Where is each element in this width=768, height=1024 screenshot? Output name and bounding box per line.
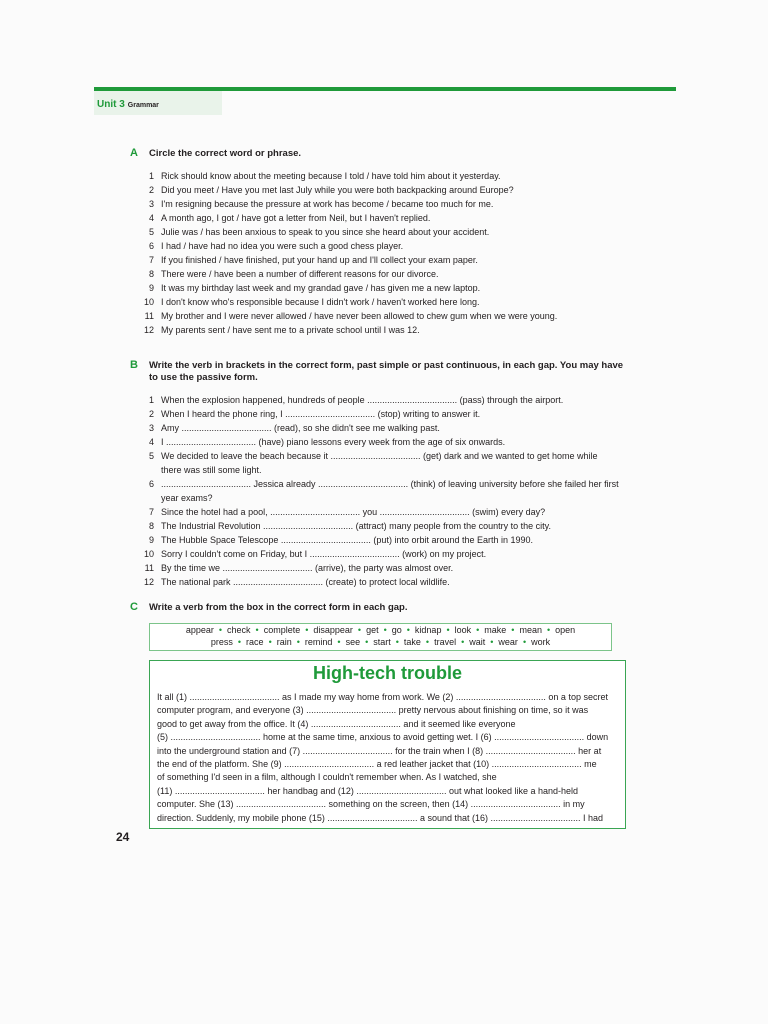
word-option: check — [227, 625, 251, 635]
item-text: Since the hotel had a pool, .................................... you .................................... (swim) every day? — [161, 507, 546, 517]
bullet-icon: • — [522, 637, 527, 647]
item-text: A month ago, I got / have got a letter from Neil, but I haven't replied. — [161, 213, 431, 223]
exercise-item — [140, 267, 620, 281]
section-c-letter: C — [130, 601, 138, 613]
exercise-item — [140, 575, 620, 589]
word-option: press — [210, 637, 233, 647]
exercise-item — [140, 253, 620, 267]
exercise-item — [140, 449, 620, 477]
word-option: race — [246, 637, 264, 647]
item-text: When the explosion happened, hundreds of people .................................... (pass) through the airport. — [161, 395, 564, 405]
bullet-icon: • — [446, 625, 450, 635]
word-option: open — [555, 625, 576, 635]
section-b-letter: B — [130, 359, 138, 371]
item-text: The Hubble Space Telescope .................................... (put) into orbit around the Earth in 1990. — [161, 535, 534, 545]
item-number: 10 — [143, 297, 154, 307]
item-number: 11 — [144, 563, 154, 573]
item-number: 9 — [148, 535, 154, 545]
bullet-icon: • — [296, 637, 300, 647]
item-text: Julie was / has been anxious to speak to you since she heard about your accident. — [161, 227, 490, 237]
item-text: I .................................... (have) piano lessons every week from the age of six onwards. — [161, 437, 506, 447]
exercise-item — [140, 519, 620, 533]
word-option: work — [531, 637, 551, 647]
story-line: direction. Suddenly, my mobile phone (15) .................................... a sound that (16) .................................... I had — [157, 812, 604, 823]
item-text: By the time we .................................... (arrive), the party was almost over. — [161, 563, 454, 573]
exercise-item — [140, 281, 620, 295]
item-number: 6 — [148, 241, 154, 251]
section-a-instruction: Circle the correct word or phrase. — [149, 148, 302, 159]
bullet-icon: • — [218, 625, 223, 635]
item-text: There were / have been a number of different reasons for our divorce. — [161, 269, 439, 279]
word-option: mean — [519, 625, 542, 635]
story-line: of something I'd seen in a film, although I couldn't remember when. As I watched, she — [157, 772, 497, 783]
item-text: .................................... Jessica already .................................... (think) of leaving university before she failed her first year exams? — [161, 479, 622, 503]
bullet-icon: • — [395, 637, 399, 647]
story-line: It all (1) .................................... as I made my way home from work. We (2) .................................... on a top secret — [157, 692, 608, 702]
bullet-icon: • — [357, 625, 362, 635]
exercise-item — [140, 547, 620, 561]
exercise-item — [140, 225, 620, 239]
item-number: 8 — [148, 521, 154, 531]
word-option: complete — [263, 625, 301, 635]
story-text — [157, 691, 617, 825]
bullet-icon: • — [365, 637, 369, 647]
page-number: 24 — [116, 830, 130, 844]
item-text: My brother and I were never allowed / have never been allowed to chew gum when we were young. — [161, 311, 558, 321]
bullet-icon: • — [237, 637, 242, 647]
item-number: 2 — [148, 409, 154, 419]
section-a-letter: A — [130, 147, 138, 159]
exercise-item — [140, 561, 620, 575]
bullet-icon: • — [268, 637, 272, 647]
exercise-item — [140, 197, 620, 211]
word-option: wait — [469, 637, 486, 647]
word-option: appear — [185, 625, 214, 635]
story-box — [149, 660, 626, 829]
item-text: I had / have had no idea you were such a good chess player. — [161, 241, 404, 251]
story-title: High-tech trouble — [313, 663, 462, 683]
bullet-icon: • — [406, 625, 410, 635]
word-box — [149, 623, 612, 651]
item-number: 1 — [148, 395, 154, 405]
item-text: I don't know who's responsible because I didn't work / haven't worked here long. — [161, 297, 480, 307]
exercise-item — [140, 393, 620, 407]
item-text: Sorry I couldn't come on Friday, but I .................................... (work) on my project. — [161, 549, 487, 559]
item-number: 12 — [143, 325, 154, 335]
item-number: 1 — [148, 171, 154, 181]
item-number: 5 — [148, 227, 154, 237]
exercise-item — [140, 295, 620, 309]
bullet-icon: • — [305, 625, 309, 635]
exercise-item — [140, 239, 620, 253]
item-number: 3 — [148, 423, 154, 433]
item-text: The national park .................................... (create) to protect local wildlife. — [161, 577, 450, 587]
section-c-instruction: Write a verb from the box in the correct form in each gap. — [149, 602, 408, 613]
story-line: (5) .................................... home at the same time, anxious to avoid getting wet. I (6) .................................... down — [157, 732, 609, 743]
unit-label — [97, 99, 159, 110]
word-option: go — [391, 625, 402, 635]
word-option: wear — [498, 637, 518, 647]
bullet-icon: • — [383, 625, 387, 635]
word-row — [150, 636, 611, 648]
word-option: remind — [304, 637, 333, 647]
item-text: Did you meet / Have you met last July while you were both backpacking around Europe? — [161, 185, 514, 195]
unit-number: Unit 3 — [97, 99, 125, 110]
exercise-item — [140, 309, 620, 323]
item-number: 8 — [148, 269, 154, 279]
bullet-icon: • — [476, 625, 480, 635]
exercise-item — [140, 183, 620, 197]
bullet-icon: • — [490, 637, 494, 647]
item-number: 9 — [148, 283, 154, 293]
word-option: kidnap — [414, 625, 442, 635]
word-row — [150, 624, 611, 636]
item-number: 7 — [148, 507, 154, 517]
bullet-icon: • — [425, 637, 430, 647]
word-option: get — [366, 625, 379, 635]
bullet-icon: • — [255, 625, 259, 635]
item-number: 7 — [148, 255, 154, 265]
exercise-item — [140, 421, 620, 435]
section-b-list — [140, 393, 620, 589]
bullet-icon: • — [546, 625, 551, 635]
word-option: take — [403, 637, 421, 647]
item-number: 11 — [144, 311, 154, 321]
item-number: 6 — [148, 479, 154, 489]
story-line: into the underground station and (7) .................................... for the train when I (8) .................................... her at — [157, 745, 602, 756]
word-option: look — [454, 625, 472, 635]
item-number: 4 — [148, 213, 154, 223]
exercise-item — [140, 169, 620, 183]
bullet-icon: • — [337, 637, 341, 647]
item-text: It was my birthday last week and my grandad gave / has given me a new laptop. — [161, 283, 481, 293]
section-a-list — [140, 169, 620, 337]
word-option: disappear — [313, 625, 353, 635]
story-line: computer program, and everyone (3) .................................... pretty nervous about finishing on time, so it was — [157, 705, 589, 716]
exercise-item — [140, 407, 620, 421]
item-number: 10 — [143, 549, 154, 559]
exercise-item — [140, 533, 620, 547]
item-text: If you finished / have finished, put your hand up and I'll collect your exam paper. — [161, 255, 478, 265]
unit-subject: Grammar — [127, 102, 159, 109]
story-line: good to get away from the office. It (4) .................................... and it seemed like everyone — [157, 718, 516, 729]
item-text: The Industrial Revolution .................................... (attract) many people from the country to the city. — [161, 521, 551, 531]
bullet-icon: • — [511, 625, 515, 635]
item-text: Amy .................................... (read), so she didn't see me walking past. — [161, 423, 440, 433]
exercise-item — [140, 435, 620, 449]
exercise-item — [140, 477, 620, 505]
word-option: start — [373, 637, 391, 647]
word-option: see — [345, 637, 361, 647]
item-number: 4 — [148, 437, 154, 447]
item-number: 3 — [148, 199, 154, 209]
item-number: 12 — [143, 577, 154, 587]
exercise-item — [140, 211, 620, 225]
exercise-item — [140, 323, 620, 337]
exercise-item — [140, 505, 620, 519]
item-number: 2 — [148, 185, 154, 195]
bullet-icon: • — [461, 637, 465, 647]
item-number: 5 — [148, 451, 154, 461]
story-line: (11) .................................... her handbag and (12) .................................... out what looked like a hand-held — [157, 785, 579, 796]
item-text: When I heard the phone ring, I .................................... (stop) writing to answer it. — [161, 409, 481, 419]
section-b-instruction: Write the verb in brackets in the correct form, past simple or past continuous, in each gap. You may have to use the passive form. — [149, 360, 624, 383]
story-line: computer. She (13) .................................... something on the screen, then (14) .................................... in my — [157, 799, 585, 810]
story-line: the end of the platform. She (9) .................................... a red leather jacket that (10) .................................... me — [157, 759, 597, 770]
word-option: travel — [434, 637, 457, 647]
word-option: make — [484, 625, 507, 635]
item-text: Rick should know about the meeting because I told / have told him about it yesterday. — [161, 171, 501, 181]
item-text: My parents sent / have sent me to a private school until I was 12. — [161, 325, 420, 335]
item-text: We decided to leave the beach because it .................................... (get) dark and we wanted to get home while there was still some light. — [161, 451, 601, 475]
item-text: I'm resigning because the pressure at work has become / became too much for me. — [161, 199, 494, 209]
word-option: rain — [276, 637, 292, 647]
